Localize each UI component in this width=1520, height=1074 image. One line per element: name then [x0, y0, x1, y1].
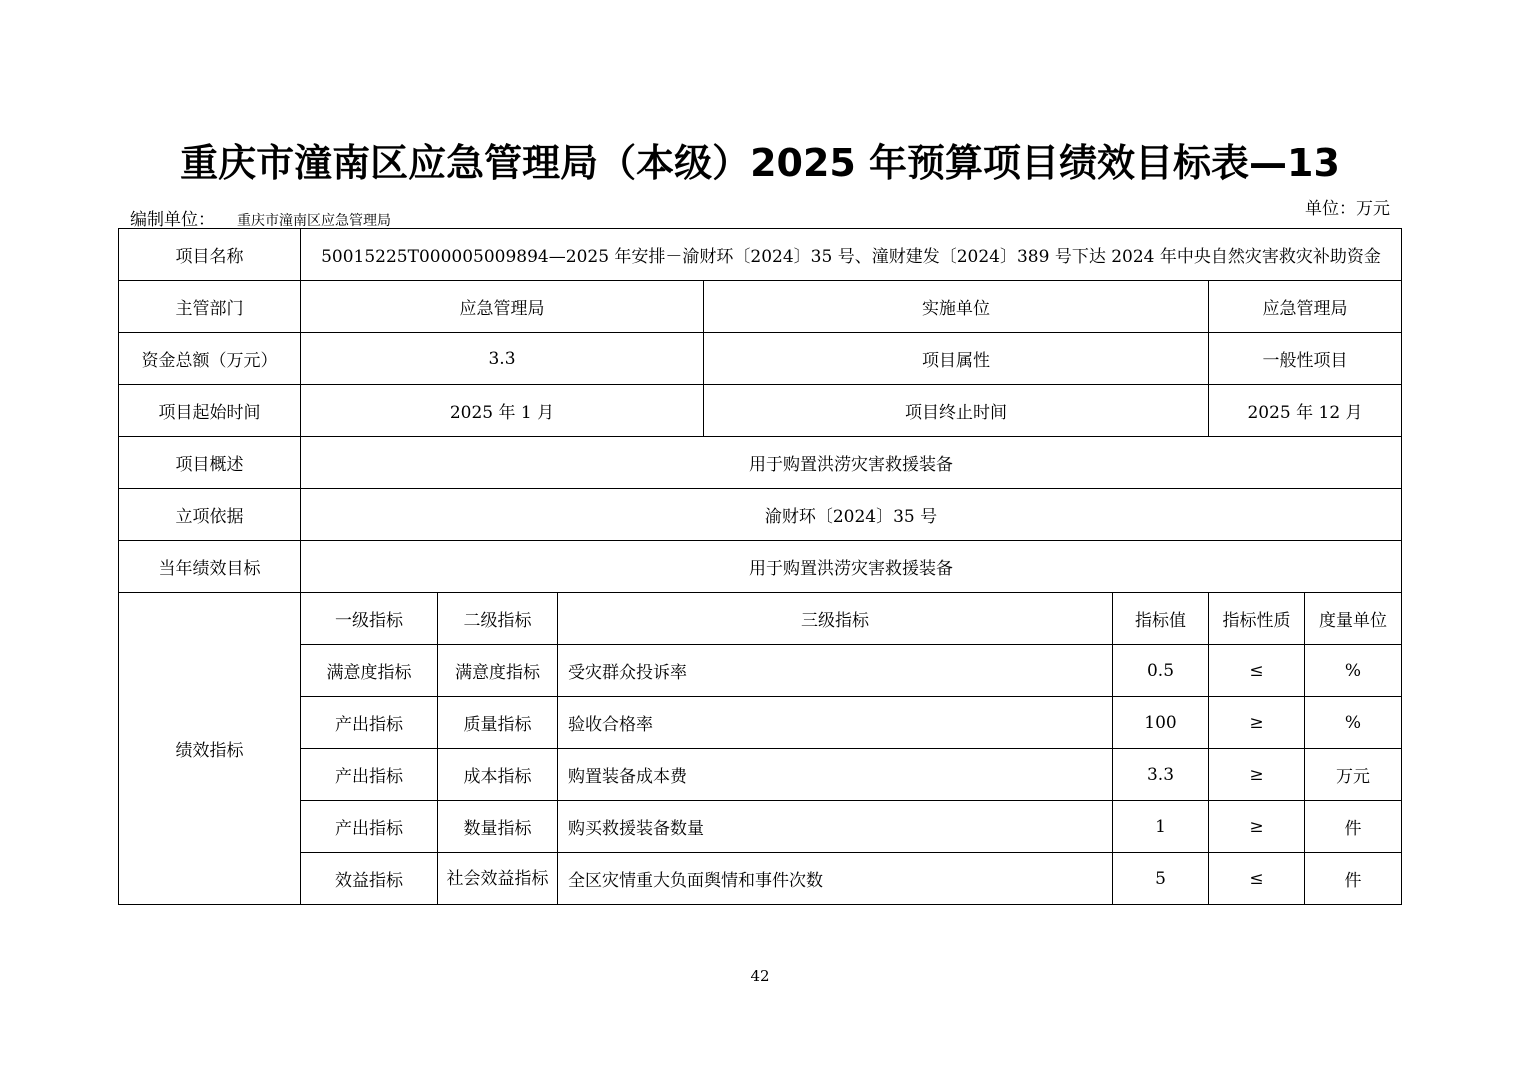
dept-value: 应急管理局 — [301, 281, 704, 333]
header-nature: 指标性质 — [1209, 593, 1305, 645]
row-dept — [119, 281, 1402, 333]
indicator-unit: 件 — [1305, 853, 1402, 905]
header-value: 指标值 — [1113, 593, 1209, 645]
performance-table — [118, 228, 1402, 905]
header-l3: 三级指标 — [558, 593, 1113, 645]
header-l1: 一级指标 — [301, 593, 438, 645]
table-row — [119, 853, 1402, 905]
row-funds — [119, 333, 1402, 385]
project-name-value: 50015225T000005009894—2025 年安排－渝财环〔2024〕35 号、潼财建发〔2024〕389 号下达 2024 年中央自然灾害救灾补助资金 — [301, 229, 1402, 281]
goal-label: 当年绩效目标 — [119, 541, 301, 593]
indicator-l1: 满意度指标 — [301, 645, 438, 697]
currency-unit: 单位：万元 — [1305, 199, 1390, 219]
indicator-l3: 受灾群众投诉率 — [558, 645, 1113, 697]
indicator-value: 0.5 — [1113, 645, 1209, 697]
indicator-value: 100 — [1113, 697, 1209, 749]
compiler-label: 编制单位： — [130, 210, 215, 230]
indicator-nature: ≥ — [1209, 697, 1305, 749]
row-goal — [119, 541, 1402, 593]
indicator-nature: ≤ — [1209, 853, 1305, 905]
header-l2: 二级指标 — [438, 593, 558, 645]
funds-label: 资金总额（万元） — [119, 333, 301, 385]
row-overview — [119, 437, 1402, 489]
project-name-label: 项目名称 — [119, 229, 301, 281]
table-row — [119, 749, 1402, 801]
indicator-unit: % — [1305, 645, 1402, 697]
start-label: 项目起始时间 — [119, 385, 301, 437]
overview-label: 项目概述 — [119, 437, 301, 489]
compiler-unit — [130, 205, 391, 230]
compiler-value: 重庆市潼南区应急管理局 — [237, 213, 391, 229]
table-row — [119, 697, 1402, 749]
indicator-value: 3.3 — [1113, 749, 1209, 801]
indicator-l2: 质量指标 — [438, 697, 558, 749]
indicator-value: 5 — [1113, 853, 1209, 905]
indicator-nature: ≤ — [1209, 645, 1305, 697]
indicator-unit: % — [1305, 697, 1402, 749]
page-title: 重庆市潼南区应急管理局（本级）2025 年预算项目绩效目标表—13 — [180, 141, 1340, 185]
indicator-l1: 产出指标 — [301, 749, 438, 801]
indicator-l1: 产出指标 — [301, 697, 438, 749]
end-value: 2025 年 12 月 — [1209, 385, 1402, 437]
indicators-label: 绩效指标 — [119, 593, 301, 905]
row-basis — [119, 489, 1402, 541]
indicator-l1: 效益指标 — [301, 853, 438, 905]
indicator-value: 1 — [1113, 801, 1209, 853]
indicator-nature: ≥ — [1209, 749, 1305, 801]
end-label: 项目终止时间 — [704, 385, 1209, 437]
header-unit: 度量单位 — [1305, 593, 1402, 645]
indicator-l2: 满意度指标 — [438, 645, 558, 697]
row-project-name — [119, 229, 1402, 281]
indicator-l3: 购买救援装备数量 — [558, 801, 1113, 853]
indicator-nature: ≥ — [1209, 801, 1305, 853]
attr-label: 项目属性 — [704, 333, 1209, 385]
indicator-l3: 购置装备成本费 — [558, 749, 1113, 801]
page-number: 42 — [750, 967, 770, 985]
start-value: 2025 年 1 月 — [301, 385, 704, 437]
basis-label: 立项依据 — [119, 489, 301, 541]
indicator-l2: 成本指标 — [438, 749, 558, 801]
indicator-unit: 件 — [1305, 801, 1402, 853]
impl-value: 应急管理局 — [1209, 281, 1402, 333]
indicator-unit: 万元 — [1305, 749, 1402, 801]
goal-value: 用于购置洪涝灾害救援装备 — [301, 541, 1402, 593]
indicator-header-row — [119, 593, 1402, 645]
table-row — [119, 801, 1402, 853]
dept-label: 主管部门 — [119, 281, 301, 333]
basis-value: 渝财环〔2024〕35 号 — [301, 489, 1402, 541]
indicator-l3: 全区灾情重大负面舆情和事件次数 — [558, 853, 1113, 905]
indicator-l2: 数量指标 — [438, 801, 558, 853]
indicator-l2: 社会效益指标 — [438, 853, 558, 905]
impl-label: 实施单位 — [704, 281, 1209, 333]
row-time — [119, 385, 1402, 437]
attr-value: 一般性项目 — [1209, 333, 1402, 385]
table-row — [119, 645, 1402, 697]
funds-value: 3.3 — [301, 333, 704, 385]
overview-value: 用于购置洪涝灾害救援装备 — [301, 437, 1402, 489]
indicator-l3: 验收合格率 — [558, 697, 1113, 749]
indicator-l1: 产出指标 — [301, 801, 438, 853]
